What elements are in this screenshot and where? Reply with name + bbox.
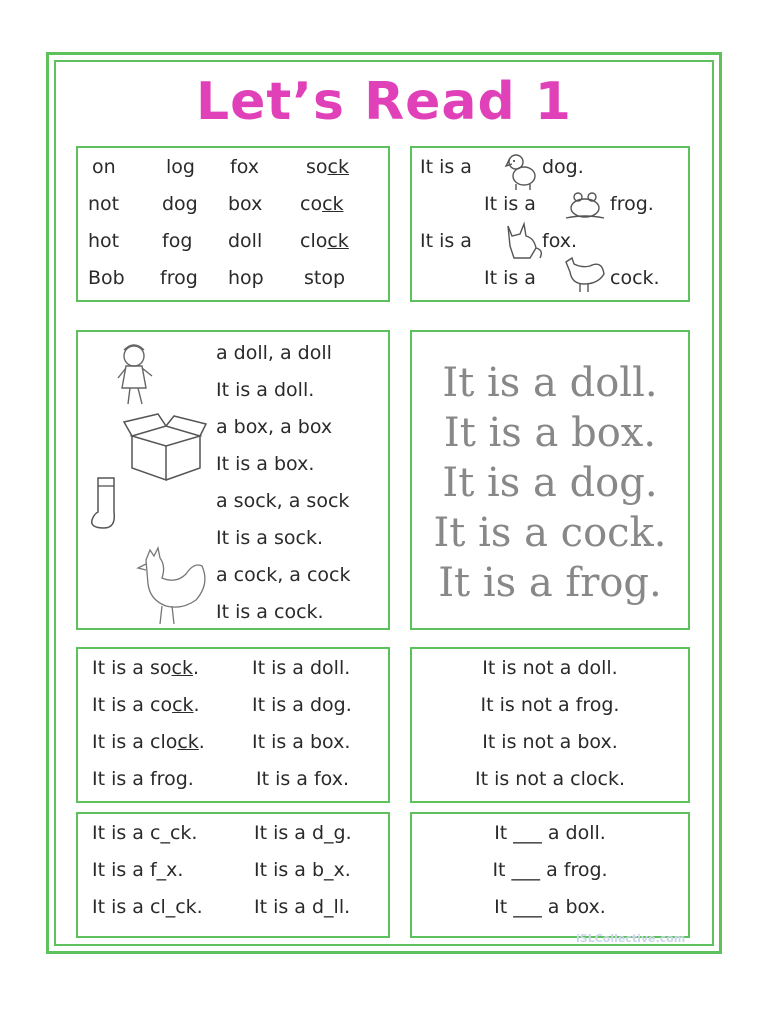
- picture-sentences-box: [410, 146, 690, 302]
- word: box: [228, 193, 263, 215]
- big-sentence: It is a dog.: [442, 460, 658, 506]
- sentence-end: cock.: [610, 267, 660, 289]
- fill-in-word-box: [410, 812, 690, 938]
- fill-sentence: It is a f_x.: [92, 859, 184, 881]
- rooster-icon: [132, 544, 210, 628]
- sentence: It is not a doll.: [482, 657, 618, 679]
- phrase-line: It is a sock.: [216, 527, 324, 549]
- frog-icon: [562, 186, 608, 222]
- word: on: [92, 156, 116, 178]
- phrases-box: [76, 330, 390, 630]
- word: hot: [88, 230, 120, 252]
- sentence: It is not a box.: [482, 731, 618, 753]
- word: hop: [228, 267, 264, 289]
- word: doll: [228, 230, 263, 252]
- fill-sentence: It is a cl_ck.: [92, 896, 203, 918]
- word: dog: [162, 193, 198, 215]
- sentence: It is a fox.: [256, 768, 350, 790]
- sentence: It is not a clock.: [475, 768, 625, 790]
- word: not: [88, 193, 120, 215]
- phrase-line: It is a cock.: [216, 601, 324, 623]
- word: fox: [230, 156, 259, 178]
- sentence: It is a frog.: [92, 768, 194, 790]
- watermark: iSLCollective.com: [576, 932, 686, 945]
- big-sentence: It is a box.: [443, 410, 657, 456]
- sentence-start: It is a: [484, 193, 536, 215]
- word: fog: [162, 230, 193, 252]
- sentence: It is a dog.: [252, 694, 352, 716]
- phrase-line: a box, a box: [216, 416, 333, 438]
- blank-sentence: It ___ a box.: [494, 896, 606, 918]
- word: clock: [300, 230, 349, 252]
- sentence-end: frog.: [610, 193, 654, 215]
- sentence-end: dog.: [542, 156, 584, 178]
- word: frog: [160, 267, 198, 289]
- doll-icon: [108, 342, 160, 408]
- word: cock: [300, 193, 344, 215]
- big-sentence: It is a doll.: [442, 360, 658, 406]
- phrase-line: It is a doll.: [216, 379, 315, 401]
- dog-icon: [500, 148, 544, 192]
- blank-sentence: It ___ a frog.: [492, 859, 608, 881]
- fill-sentence: It is a d_g.: [254, 822, 352, 844]
- sentence-start: It is a: [484, 267, 536, 289]
- sock-icon: [86, 476, 126, 532]
- fill-sentence: It is a b_x.: [254, 859, 351, 881]
- word: Bob: [88, 267, 125, 289]
- fox-icon: [500, 220, 544, 260]
- sentence: It is not a frog.: [480, 694, 620, 716]
- word-grid-box: [76, 146, 390, 302]
- fill-sentence: It is a c_ck.: [92, 822, 198, 844]
- word: stop: [304, 267, 346, 289]
- sentence: It is a clock.: [92, 731, 205, 753]
- phrase-line: a cock, a cock: [216, 564, 351, 586]
- sentence: It is a sock.: [92, 657, 200, 679]
- word: sock: [306, 156, 349, 178]
- big-sentence: It is a cock.: [433, 510, 667, 556]
- big-sentences-box: [410, 330, 690, 630]
- phrase-line: a doll, a doll: [216, 342, 332, 364]
- blank-sentence: It ___ a doll.: [494, 822, 606, 844]
- phrase-line: It is a box.: [216, 453, 315, 475]
- rooster-icon: [560, 254, 608, 294]
- sentence-start: It is a: [420, 156, 472, 178]
- fill-in-letters-box: [76, 812, 390, 938]
- sentence-end: fox.: [542, 230, 578, 252]
- sentence: It is a doll.: [252, 657, 351, 679]
- big-sentence: It is a frog.: [438, 560, 662, 606]
- box-icon: [122, 412, 208, 484]
- sentence: It is a box.: [252, 731, 351, 753]
- sentence-start: It is a: [420, 230, 472, 252]
- negative-sentences-box: [410, 647, 690, 803]
- sentence: It is a cock.: [92, 694, 200, 716]
- worksheet-title: Let’s Read 1: [196, 72, 572, 132]
- word: log: [166, 156, 195, 178]
- sentences-box: [76, 647, 390, 803]
- phrase-line: a sock, a sock: [216, 490, 350, 512]
- fill-sentence: It is a d_ll.: [254, 896, 351, 918]
